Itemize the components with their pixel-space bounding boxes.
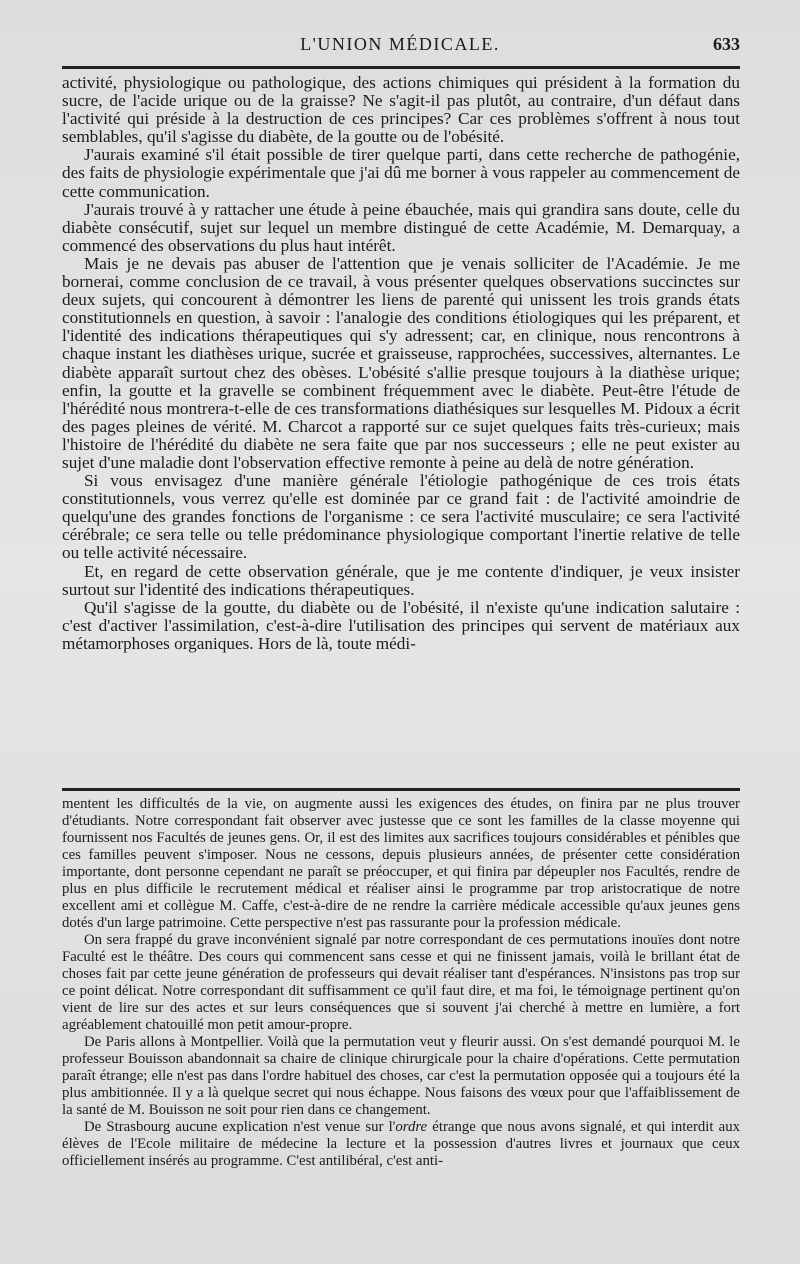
feuilleton-rule	[62, 788, 740, 791]
body-paragraph: activité, physiologique ou pathologique, des actions chimiques qui président à la formation du sucre, de l'acide urique ou de la graisse? Ne s'agit-il pas plutôt, au contraire, d'un défaut dans l'activité qui préside à la destruction de ces principes? Car ces problèmes s'offrent à nous tout semblables, qu'il s'agisse du diabète, de la goutte ou de l'obésité.	[62, 73, 740, 147]
body-paragraph: J'aurais examiné s'il était possible de tirer quelque parti, dans cette recherche de pathogénie, des faits de physiologie expérimentale que j'ai dû me borner à vous rappeler au commencement de cette communication.	[62, 145, 740, 201]
note-paragraph: On sera frappé du grave inconvénient signalé par notre correspondant de ces permutations inouïes dont notre Faculté est le théâtre. Des cours qui commencent sans cesse et qui ne finissent jamais, voilà le brillant état de choses fait par cette jeune génération de professeurs qui devait réaliser tant d'espérances. N'insistons pas trop sur ce point délicat. Notre correspondant dit suffisamment ce qu'il faut dire, et ma foi, le témoignage pertinent qu'on vient de lire sur des actes et sur leurs conséquences que si souvent j'ai cherché à mettre en lumière, a fort agréablement chatouillé mon petit amour-propre.	[62, 932, 740, 1033]
page-number: 633	[713, 34, 740, 54]
note-paragraph-last	[62, 1119, 740, 1170]
body-paragraph: Si vous envisagez d'une manière générale l'étiologie pathogénique de ces trois états constitutionnels, vous verrez qu'elle est dominée par ce grand fait : de l'activité amoindrie de quelqu'une des grandes fonctions de l'organisme : ce sera l'activité musculaire; ce sera l'activité cérébrale; ce sera telle ou telle prédominance physiologique comportant l'inertie relative de telle ou telle activité nécessaire.	[62, 471, 740, 563]
body-paragraph: Qu'il s'agisse de la goutte, du diabète ou de l'obésité, il n'existe qu'une indication salutaire : c'est d'activer l'assimilation, c'est-à-dire l'utilisation des principes qui servent de matériaux aux métamorphoses organiques. Hors de là, toute médi-	[62, 597, 740, 653]
body-paragraph: Mais je ne devais pas abuser de l'attention que je venais solliciter de l'Académie. Je me bornerai, comme conclusion de ce travail, à vous présenter quelques observations succinctes sur deux sujets, qui concourent à démontrer les liens de parenté qui unissent les trois grands états constitutionnels en question, à savoir : l'analogie des conditions étiologiques qui les préparent, et l'identité des indications thérapeutiques qui s'y adressent; car, en clinique, nous rencontrons à chaque instant les diathèses urique, sucrée et graisseuse, rapprochées, successives, alternantes. Le diabète apparaît surtout chez des obèses. L'obésité s'allie presque toujours à la diathèse urique; enfin, la goutte et la gravelle se combinent fréquemment avec le diabète. Peut-être l'étude de l'hérédité nous montrera-t-elle de ces transformations diathésiques sur lesquelles M. Pidoux a écrit des pages pleines de vérité. M. Charcot a rapporté sur ce sujet quelques faits très-curieux; mais l'histoire de l'hérédité du diabète ne sera faite que par nos successeurs ; elle ne peut exister au sujet d'une maladie dont l'observation effective remonte à peine au delà de notre génération.	[62, 253, 740, 472]
main-text	[62, 74, 740, 653]
body-paragraph: Et, en regard de cette observation générale, que je me contente d'indiquer, je veux insister surtout sur l'identité des indications thérapeutiques.	[62, 561, 740, 599]
body-paragraph: J'aurais trouvé à y rattacher une étude à peine ébauchée, mais qui grandira sans doute, celle du diabète consécutif, sujet sur lequel un membre distingué de cette Académie, M. Demarquay, a commencé des observations du plus haut intérêt.	[62, 199, 740, 255]
note-paragraph: mentent les difficultés de la vie, on augmente aussi les exigences des études, on finira par ne plus trouver d'étudiants. Notre correspondant fait observer avec justesse que ce sont les familles de la classe moyenne qui fournissent nos Facultés de jeunes gens. Or, il est des limites aux sacrifices toujours considérables et pénibles que ces familles peuvent s'imposer. Nous ne cessons, depuis plusieurs années, de présenter cette considération importante, dont personne cependant ne paraît se préoccuper, et qui finira par dépeupler nos Facultés, rendre de plus en plus difficile le recrutement médical et réaliser ainsi le programme par trop aristocratique de notre excellent ami et collègue M. Caffe, c'est-à-dire de ne rendre la carrière médicale accessible qu'aux jeunes gens dotés d'un large patrimoine. Cette perspective n'est pas rassurante pour la profession médicale.	[62, 796, 740, 931]
note-emphasis: ordre	[395, 1119, 428, 1135]
note-text-after: étrange que nous avons signalé, et qui interdit aux élèves de l'Ecole militaire de médecine la lecture et la possession d'autres livres et journaux que ceux officiellement insérés au programme. C'est antilibéral, c'est anti-	[62, 1119, 740, 1169]
header-rule	[62, 66, 740, 69]
note-text-before: De Strasbourg aucune explication n'est venue sur l'	[84, 1119, 396, 1135]
note-paragraph: De Paris allons à Montpellier. Voilà que la permutation veut y fleurir aussi. On s'est demandé pourquoi M. le professeur Bouisson abandonnait sa chaire de clinique chirurgicale pour la chaire d'opérations. Cette permutation paraît étrange; elle n'est pas dans l'ordre habituel des choses, car c'est la permutation opposée qui a toujours été la plus ambitionnée. Il y a là quelque secret qui nous échappe. Nous faisons des vœux pour que l'affaiblissement de la santé de M. Bouisson ne soit pour rien dans ce changement.	[62, 1034, 740, 1118]
page-header	[60, 34, 740, 60]
running-title: L'UNION MÉDICALE.	[300, 34, 500, 54]
feuilleton-text	[62, 796, 740, 1170]
